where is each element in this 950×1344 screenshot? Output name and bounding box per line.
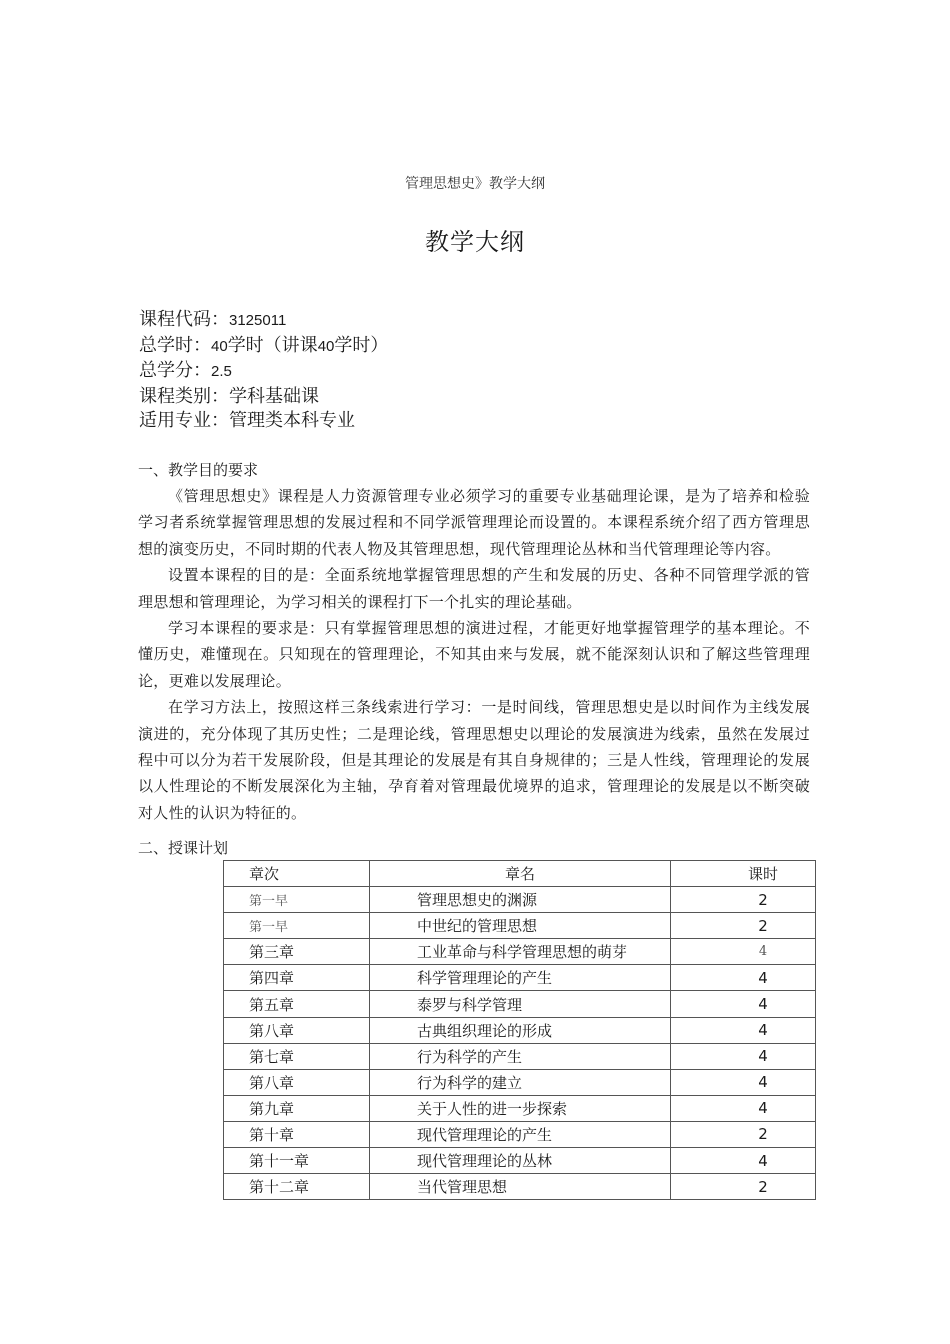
paragraph: 学习本课程的要求是：只有掌握管理思想的演进过程，才能更好地掌握管理学的基本理论。不懂历史，难懂现在。只知现在的管理理论，不知其由来与发展，就不能深刻认识和了解这些管理理论，更难以发展理论。 — [138, 619, 810, 690]
column-header: 章名 — [370, 861, 671, 887]
total-hours-value: 40 — [211, 337, 228, 355]
chapter-cell: 第五章 — [224, 991, 370, 1017]
chapter-name-cell: 关于人性的进一步探索 — [370, 1095, 671, 1121]
table-row — [224, 887, 816, 913]
table-row — [224, 1069, 816, 1095]
hours-cell: 2 — [671, 1121, 816, 1147]
chapter-cell: 第十章 — [224, 1121, 370, 1147]
table-row — [224, 1121, 816, 1147]
chapter-name-cell: 古典组织理论的形成 — [370, 1017, 671, 1043]
table-header-row — [224, 861, 816, 887]
course-code-value: 3125011 — [229, 312, 287, 329]
chapter-cell: 第十一章 — [224, 1148, 370, 1174]
chapter-cell: 第九章 — [224, 1095, 370, 1121]
hours-cell: 2 — [671, 887, 816, 913]
hours-cell: 2 — [671, 913, 816, 939]
section-teaching-goals — [138, 457, 810, 826]
hours-cell: 4 — [671, 1043, 816, 1069]
total-hours-label: 总学时： — [139, 334, 211, 356]
chapter-cell: 第一早 — [224, 887, 370, 913]
chapter-name-cell: 现代管理理论的产生 — [370, 1121, 671, 1147]
chapter-name-cell: 行为科学的产生 — [370, 1043, 671, 1069]
chapter-cell: 第八章 — [224, 1069, 370, 1095]
paragraph: 在学习方法上，按照这样三条线索进行学习：一是时间线，管理思想史是以时间作为主线发展演进的，充分体现了其历史性；二是理论线，管理思想史以理论的发展演进为线索，虽然在发展过程中可以分为若干发展阶段，但是其理论的发展是有其自身规律的；三是人性线，管理理论的发展以人性理论的不断发展深化为主轴，孕育着对管理最优境界的追求，管理理论的发展是以不断突破对人性的认识为特征的。 — [138, 698, 810, 822]
chapter-cell: 第四章 — [224, 965, 370, 991]
hours-text: 学时（讲课 — [227, 334, 318, 356]
table-row — [224, 965, 816, 991]
paragraph: 设置本课程的目的是：全面系统地掌握管理思想的产生和发展的历史、各种不同管理学派的管理思想和管理理论，为学习相关的课程打下一个扎实的理论基础。 — [138, 566, 810, 611]
lecture-hours-value: 40 — [317, 337, 335, 355]
course-category: 课程类别：学科基础课 — [139, 385, 319, 407]
hours-cell: 4 — [671, 991, 816, 1017]
hours-close: 学时） — [334, 334, 389, 356]
hours-cell: 2 — [671, 1174, 816, 1200]
hours-cell: 4 — [671, 1017, 816, 1043]
column-header: 章次 — [224, 861, 370, 887]
table-row — [224, 991, 816, 1017]
chapter-name-cell: 行为科学的建立 — [370, 1069, 671, 1095]
chapter-name-cell: 工业革命与科学管理思想的萌芽 — [370, 939, 671, 965]
chapter-name-cell: 现代管理理论的丛林 — [370, 1148, 671, 1174]
table-row — [224, 1095, 816, 1121]
course-code-row — [139, 308, 839, 334]
table-row — [224, 1043, 816, 1069]
credits-label: 总学分： — [139, 360, 211, 381]
hours-cell: 4 — [671, 965, 816, 991]
hours-cell: 4 — [671, 939, 816, 965]
chapter-name-cell: 管理思想史的渊源 — [370, 887, 671, 913]
course-code-label: 课程代码： — [139, 309, 229, 330]
credits-value: 2.5 — [211, 363, 232, 380]
total-hours-row — [139, 334, 839, 360]
section-heading: 一、教学目的要求 — [138, 461, 259, 479]
chapter-name-cell: 科学管理理论的产生 — [370, 965, 671, 991]
chapter-cell: 第八章 — [224, 1017, 370, 1043]
chapter-name-cell: 中世纪的管理思想 — [370, 913, 671, 939]
chapter-cell: 第三章 — [224, 939, 370, 965]
hours-cell: 4 — [671, 1148, 816, 1174]
chapter-cell: 第十二章 — [224, 1174, 370, 1200]
credits-row — [139, 359, 839, 385]
table-row — [224, 1017, 816, 1043]
column-header: 课时 — [671, 861, 816, 887]
table-row — [224, 913, 816, 939]
running-header: 管理思想史》教学大纲 — [405, 176, 545, 192]
hours-cell: 4 — [671, 1095, 816, 1121]
course-meta — [139, 308, 839, 434]
chapter-name-cell: 泰罗与科学管理 — [370, 991, 671, 1017]
table-row — [224, 1174, 816, 1200]
hours-cell: 4 — [671, 1069, 816, 1095]
teaching-plan-table — [223, 860, 816, 1200]
table-row — [224, 1148, 816, 1174]
paragraph: 《管理思想史》课程是人力资源管理专业必须学习的重要专业基础理论课，是为了培养和检验学习者系统掌握管理思想的发展过程和不同学派管理理论而设置的。本课程系统介绍了西方管理思想的演变历史，不同时期的代表人物及其管理思想，现代管理理论丛林和当代管理理论等内容。 — [138, 487, 810, 558]
applicable-major: 适用专业：管理类本科专业 — [139, 410, 355, 431]
chapter-cell: 第一早 — [224, 913, 370, 939]
table-row — [224, 939, 816, 965]
section-heading-plan: 二、授课计划 — [138, 839, 229, 857]
chapter-cell: 第七章 — [224, 1043, 370, 1069]
chapter-name-cell: 当代管理思想 — [370, 1174, 671, 1200]
document-title: 教学大纲 — [425, 228, 525, 256]
